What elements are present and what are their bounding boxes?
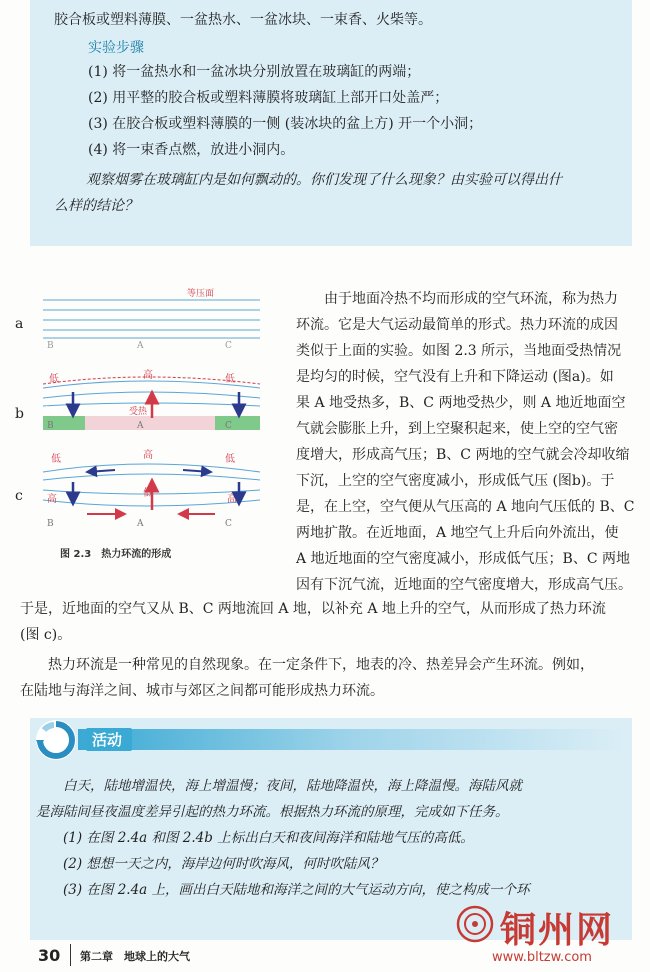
label-c-low-right: 低 [225, 454, 235, 465]
label-b-bottom-c: C [225, 421, 232, 431]
row-label-c: c [15, 488, 23, 504]
step-4: (4) 将一束香点燃，放进小洞内。 [88, 142, 295, 158]
label-b-low-left: 低 [49, 374, 59, 385]
chapter-title: 第二章 地球上的大气 [80, 950, 190, 963]
row-label-b: b [15, 406, 24, 422]
step-3: (3) 在胶合板或塑料薄膜的一侧 (装冰块的盆上方) 开一个小洞； [88, 116, 483, 132]
body-line: 是，在上空，空气便从气压高的 A 地向气压低的 B、C [296, 499, 635, 515]
body-line: 气就会膨胀上升，到上空聚积起来，使上空的空气密 [296, 421, 618, 437]
page-footer [0, 910, 650, 972]
activity-line: (3) 在图 2.4a 上，画出白天陆地和海洋之间的大气运动方向，使之构成一个环 [36, 882, 530, 898]
steps-heading: 实验步骤 [88, 40, 144, 56]
body-line: 类似于上面的实验。如图 2.3 所示，当地面受热情况 [296, 343, 622, 359]
body-line: 由于地面冷热不均而形成的空气环流，称为热力 [296, 291, 618, 307]
label-b-high: 高 [143, 370, 153, 381]
label-c-bottom-a: A [137, 519, 144, 529]
body-line: 果 A 地受热多，B、C 两地受热少，则 A 地近地面空 [296, 395, 626, 411]
watermark-url: www.bltzw.com [492, 950, 592, 965]
body-line: 因有下沉气流，近地面的空气密度增大，形成高气压。 [296, 577, 632, 593]
label-c-bottom-b: B [47, 519, 54, 529]
page-number: 30 [38, 946, 61, 965]
activity-line: (1) 在图 2.4a 和图 2.4b 上标出白天和夜间海洋和陆地气压的高低。 [36, 830, 474, 846]
body-line: 两地扩散。在近地面，A 地空气上升后向外流出，使 [296, 525, 619, 541]
label-c-high-right: 高 [227, 494, 237, 505]
activity-title: 活动 [86, 728, 132, 751]
body-line: 热力环流是一种常见的自然现象。在一定条件下，地表的冷、热差异会产生环流。例如， [20, 657, 594, 673]
experiment-box [30, 0, 632, 246]
activity-line: (2) 想想一天之内，海岸边何时吹海风，何时吹陆风？ [36, 856, 384, 872]
watermark-text: 铜州网 [500, 910, 615, 951]
body-line: 环流。它是大气运动最简单的形式。热力环流的成因 [296, 317, 618, 333]
panel-b [41, 368, 260, 431]
body-line: 是均匀的时候，空气没有上升和下降运动 (图a)。如 [296, 369, 614, 385]
materials-line: 胶合板或塑料薄膜、一盆热水、一盆冰块、一束香、火柴等。 [54, 12, 432, 28]
label-b-heated: 受热 [129, 407, 148, 417]
question-line-2: 么样的结论？ [54, 198, 138, 214]
question-line-1: 观察烟雾在玻璃缸内是如何飘动的。你们发现了什么现象？由实验可以得出什 [86, 172, 562, 188]
body-line: 度增大，形成高气压；B、C 两地的空气就会冷却收缩 [296, 447, 630, 463]
footer-divider [70, 944, 71, 966]
panel-a [43, 287, 260, 351]
label-b-low-right: 低 [225, 374, 235, 385]
row-label-a: a [15, 316, 24, 332]
body-line: 下沉，上空的空气密度减小，形成低气压 (图b)。于 [296, 473, 615, 489]
label-c-high-left: 高 [47, 494, 57, 505]
body-line: 于是，近地面的空气又从 B、C 两地流回 A 地，以补充 A 地上升的空气，从而形成了热力环流 [20, 601, 606, 617]
label-c-high: 高 [143, 450, 153, 461]
activity-line: 是海陆间昼夜温度差异引起的热力环流。根据热力环流的原理，完成如下任务。 [36, 804, 509, 820]
label-c-bottom-c: C [225, 519, 232, 529]
figure-caption: 图 2.3 热力环流的形成 [60, 549, 172, 560]
label-a-c: C [225, 341, 232, 351]
cycle-icon [34, 718, 78, 762]
label-b-cold-right: 冷却 [215, 407, 234, 417]
watermark-seal-icon [455, 904, 495, 944]
label-b-bottom-a: A [137, 421, 144, 431]
activity-header-bar [78, 729, 628, 750]
step-2: (2) 用平整的胶合板或塑料薄膜将玻璃缸上部开口处盖严； [88, 90, 449, 106]
activity-line: 白天，陆地增温快，海上增温慢；夜间，陆地降温快，海上降温慢。海陆风就 [36, 778, 522, 794]
isobar-label: 等压面 [187, 289, 215, 299]
step-1: (1) 将一盆热水和一盆冰块分别放置在玻璃缸的两端； [88, 64, 421, 80]
label-b-bottom-b: B [47, 421, 54, 431]
label-c-low-mid: 低 [143, 488, 153, 499]
label-a-b: B [47, 341, 54, 351]
figure-thermal-circulation [15, 282, 280, 564]
label-c-low-left: 低 [51, 454, 61, 465]
circulation-diagram [15, 282, 280, 542]
body-line: 在陆地与海洋之间、城市与郊区之间都可能形成热力环流。 [20, 683, 384, 699]
label-b-cold-left: 冷却 [41, 407, 60, 417]
label-a-a: A [137, 341, 144, 351]
body-line: (图 c)。 [20, 627, 72, 643]
body-line: A 地近地面的空气密度减小，形成低气压；B、C 两地 [296, 551, 631, 567]
panel-c [43, 448, 260, 529]
